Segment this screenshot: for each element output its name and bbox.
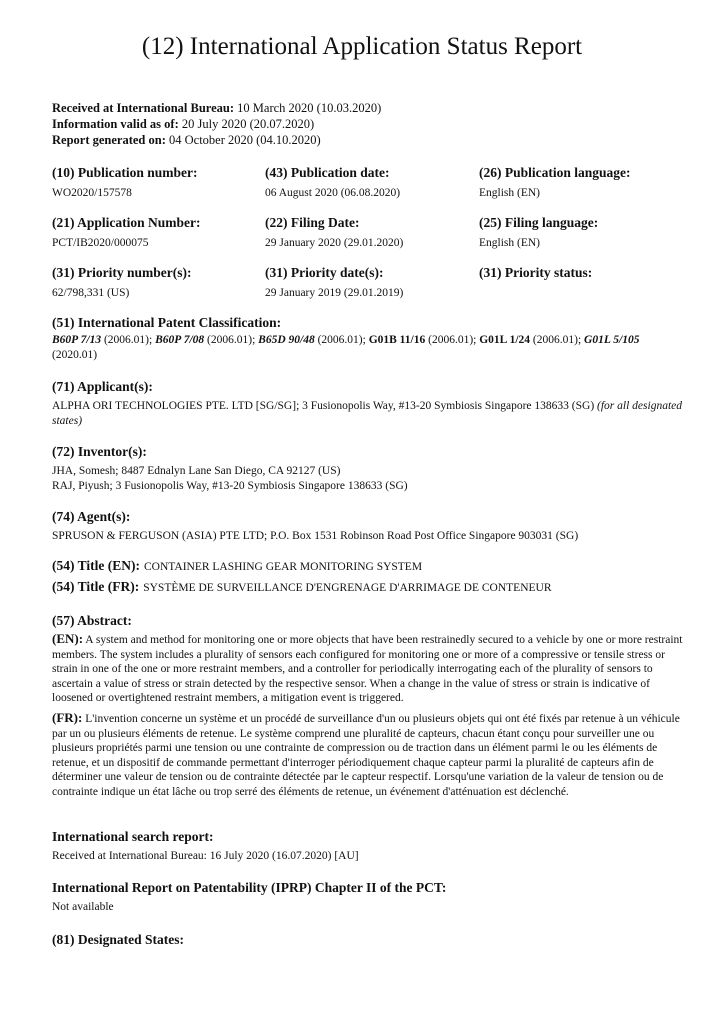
abstract-en — [52, 632, 692, 706]
title-en-label: (54) Title (EN): — [52, 558, 140, 573]
title-fr-label: (54) Title (FR): — [52, 579, 140, 594]
applicant-note: (for all designated states) — [52, 400, 682, 427]
received-line — [52, 100, 381, 116]
inventor-item: RAJ, Piyush; 3 Fusionopolis Way, #13-20 Symbiosis Singapore 138633 (SG) — [52, 479, 408, 492]
iprp-label: International Report on Patentability (IPRP) Chapter II of the PCT: — [52, 880, 447, 895]
abstract-fr-label: (FR): — [52, 709, 83, 725]
priority-date — [265, 265, 403, 300]
search-report-section — [52, 829, 692, 864]
publication-number — [52, 165, 198, 200]
abstract-label: (57) Abstract: — [52, 613, 132, 628]
ipc-version: (2006.01); — [101, 334, 156, 346]
publication-language-label: (26) Publication language: — [479, 165, 631, 180]
ipc-class: B65D 90/48 — [258, 334, 315, 346]
report-meta — [52, 100, 381, 148]
ipc-label: (51) International Patent Classification: — [52, 315, 282, 330]
abstract-fr-text: L'invention concerne un système et un procédé de surveillance d'un ou plusieurs objets qui ont été fixés par retenue à un véhicule par un ou plusieurs éléments de retenue. Le système comprend une pluralité de capteurs, chacun étant conçu pour surveiller une ou plusieurs propriétés parmi une tension ou une contrainte de compression ou de traction dans un élément parmi le ou les éléments de retenue, et un dispositif de commande permettant d'interroger périodiquement chaque capteur parmi la pluralité de capteurs afin de déterminer une valeur de tension ou de contrainte détectée par le capteur respectif. Lorsqu'une variation de la valeur de tension ou de contrainte indique un état lâche ou trop serré des éléments de retenue, un événement d'atténuation est déclenché. — [52, 712, 680, 798]
application-number — [52, 215, 201, 250]
received-label: Received at International Bureau: — [52, 101, 235, 115]
filing-language-label: (25) Filing language: — [479, 215, 599, 230]
title-en-line — [52, 557, 692, 575]
application-number-label: (21) Application Number: — [52, 215, 201, 230]
title-fr-line — [52, 578, 692, 596]
iprp-value: Not available — [52, 901, 114, 913]
valid-label: Information valid as of: — [52, 117, 179, 131]
publication-number-label: (10) Publication number: — [52, 165, 198, 180]
page-title: (12) International Application Status Report — [141, 33, 583, 60]
ipc-class: B60P 7/08 — [155, 334, 205, 346]
title-fr-value: SYSTÈME DE SURVEILLANCE D'ENGRENAGE D'ARRIMAGE DE CONTENEUR — [143, 582, 552, 594]
ipc-version: (2006.01); — [530, 334, 585, 346]
ipc-version: (2006.01); — [314, 334, 369, 346]
filing-date — [265, 215, 403, 250]
application-number-value: PCT/IB2020/000075 — [52, 237, 149, 249]
search-report-label: International search report: — [52, 829, 214, 844]
priority-status — [479, 265, 592, 281]
ipc-version: (2020.01) — [52, 348, 98, 361]
designated-states-label: (81) Designated States: — [52, 932, 184, 947]
publication-date-label: (43) Publication date: — [265, 165, 390, 180]
ipc-class: B60P 7/13 — [52, 334, 102, 346]
abstract-fr — [52, 711, 692, 800]
priority-number-label: (31) Priority number(s): — [52, 265, 192, 280]
received-value: 10 March 2020 (10.03.2020) — [237, 101, 382, 115]
valid-line — [52, 116, 381, 132]
priority-status-label: (31) Priority status: — [479, 265, 593, 280]
agent-value: SPRUSON & FERGUSON (ASIA) PTE LTD; P.O. Box 1531 Robinson Road Post Office Singapore 903031 (SG) — [52, 530, 579, 542]
inventors-label: (72) Inventor(s): — [52, 444, 147, 459]
ipc-class: G01B 11/16 — [368, 334, 426, 346]
filing-date-value: 29 January 2020 (29.01.2020) — [265, 237, 404, 249]
publication-language — [479, 165, 631, 200]
applicant-section — [52, 379, 692, 428]
ipc-version: (2006.01); — [204, 334, 259, 346]
valid-value: 20 July 2020 (20.07.2020) — [181, 117, 315, 131]
ipc-version: (2006.01); — [425, 334, 480, 346]
search-report-value: Received at International Bureau: 16 July 2020 (16.07.2020) [AU] — [52, 850, 359, 862]
publication-date-value: 06 August 2020 (06.08.2020) — [265, 187, 401, 199]
inventor-item: JHA, Somesh; 8487 Ednalyn Lane San Diego, CA 92127 (US) — [52, 465, 341, 477]
ipc-class: G01L 5/105 — [584, 334, 640, 346]
abstract-en-label: (EN): — [52, 631, 84, 646]
agent-section — [52, 509, 692, 544]
publication-language-value: English (EN) — [479, 187, 541, 199]
generated-value: 04 October 2020 (04.10.2020) — [169, 133, 321, 147]
filing-language-value: English (EN) — [479, 237, 541, 249]
inventors-section — [52, 444, 692, 493]
publication-number-value: WO2020/157578 — [52, 187, 132, 199]
filing-date-label: (22) Filing Date: — [265, 215, 360, 230]
generated-label: Report generated on: — [52, 133, 166, 147]
applicant-label: (71) Applicant(s): — [52, 379, 153, 394]
agent-label: (74) Agent(s): — [52, 509, 131, 524]
title-en-value: CONTAINER LASHING GEAR MONITORING SYSTEM — [144, 561, 423, 573]
abstract-section — [52, 613, 692, 800]
priority-date-label: (31) Priority date(s): — [265, 265, 384, 280]
filing-language — [479, 215, 598, 250]
ipc-section — [52, 315, 692, 362]
abstract-en-text: A system and method for monitoring one or more objects that have been restrainedly secured to a vehicle by one or more restraint members. The system includes a plurality of sensors each configured for monitoring one or more of a compressive or tensile stress or strain in one of the one or more restraint members, and a controller for periodically interrogating each of the plurality of sensors to ascertain a value of stress or strain detected by the respective sensor. When a change in the value of stress or strain is indicative of loosened or overtightened restraint members, a mitigation event is triggered. — [52, 634, 683, 705]
priority-date-value: 29 January 2019 (29.01.2019) — [265, 287, 404, 299]
designated-states-section — [52, 932, 692, 948]
publication-date — [265, 165, 400, 200]
ipc-class: G01L 1/24 — [479, 334, 531, 346]
inventors-list — [52, 464, 692, 493]
iprp-section — [52, 880, 692, 915]
priority-number — [52, 265, 191, 300]
applicant-value — [52, 399, 692, 428]
priority-number-value: 62/798,331 (US) — [52, 287, 130, 299]
ipc-classes — [52, 333, 692, 362]
applicant-text: ALPHA ORI TECHNOLOGIES PTE. LTD [SG/SG]; 3 Fusionopolis Way, #13-20 Symbiosis Singapore 138633 (SG) — [52, 400, 598, 412]
generated-line — [52, 132, 381, 148]
